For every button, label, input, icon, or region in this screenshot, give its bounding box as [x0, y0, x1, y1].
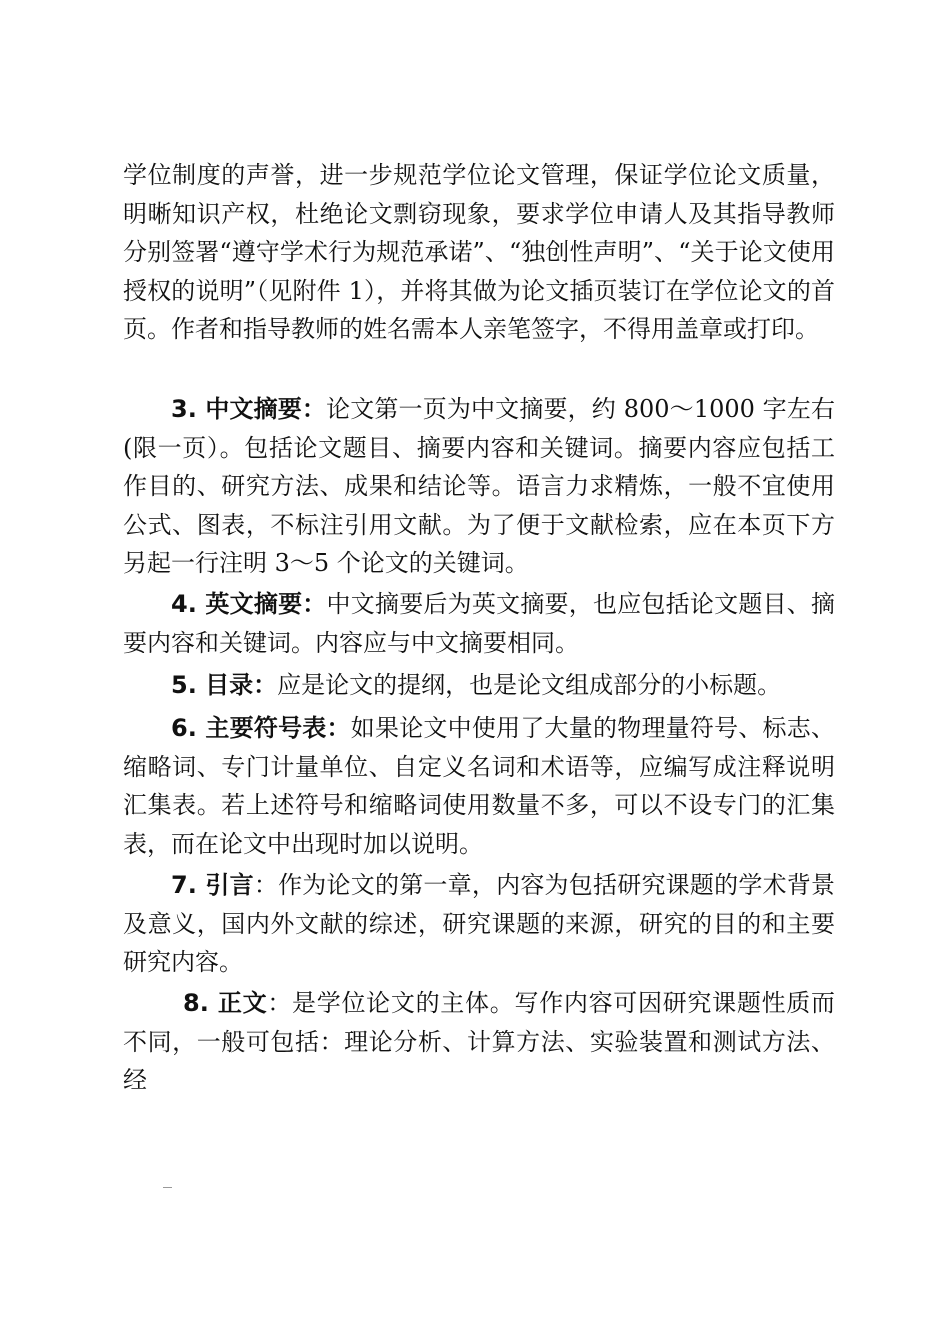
section-heading: 3. 中文摘要： [171, 395, 327, 423]
section-text: 中文摘要后为英文摘要，也应包括论文题目、摘要内容和关键词。内容应与中文摘要相同。 [123, 590, 836, 657]
paragraph-intro [123, 156, 835, 349]
section-heading: 7. 引言 [171, 871, 254, 899]
section-english-abstract [123, 585, 835, 662]
section-introduction [123, 866, 835, 982]
section-heading: 6. 主要符号表： [171, 714, 351, 742]
section-heading: 4. 英文摘要： [171, 590, 327, 618]
paragraph-text: 学位制度的声誉，进一步规范学位论文管理，保证学位论文质量，明晰知识产权，杜绝论文剽窃现象，要求学位申请人及其指导教师分别签署“遵守学术行为规范承诺”、“独创性声明”、“关于论文使用授权的说明”（见附件 1），并将其做为论文插页装订在学位论文的首页。作者和指导教师的姓名需本人亲笔签字，不得用盖章或打印。 [123, 161, 835, 343]
section-contents [123, 666, 835, 705]
section-main-body [123, 984, 835, 1100]
section-heading: 8. 正文 [183, 989, 268, 1017]
section-text: ：作为论文的第一章，内容为包括研究课题的学术背景及意义，国内外文献的综述，研究课题的来源，研究的目的和主要研究内容。 [123, 871, 836, 976]
section-text: 论文第一页为中文摘要，约 800～1000 字左右(限一页）。包括论文题目、摘要内容和关键词。摘要内容应包括工作目的、研究方法、成果和结论等。语言力求精炼，一般不宜使用公式、图表，不标注引用文献。为了便于文献检索，应在本页下方另起一行注明 3～5 个论文的关键词。 [123, 395, 835, 577]
section-chinese-abstract [123, 390, 835, 583]
section-text: 如果论文中使用了大量的物理量符号、标志、缩略词、专门计量单位、自定义名词和术语等，应编写成注释说明汇集表。若上述符号和缩略词使用数量不多，可以不设专门的汇集表，而在论文中出现时加以说明。 [123, 714, 836, 858]
section-text: 应是论文的提纲，也是论文组成部分的小标题。 [277, 671, 782, 699]
section-heading: 5. 目录： [171, 671, 278, 699]
section-symbol-table [123, 709, 835, 863]
footer-mark [163, 1187, 172, 1188]
section-text: ：是学位论文的主体。写作内容可因研究课题性质而不同，一般可包括：理论分析、计算方法、实验装置和测试方法、经 [123, 989, 835, 1094]
